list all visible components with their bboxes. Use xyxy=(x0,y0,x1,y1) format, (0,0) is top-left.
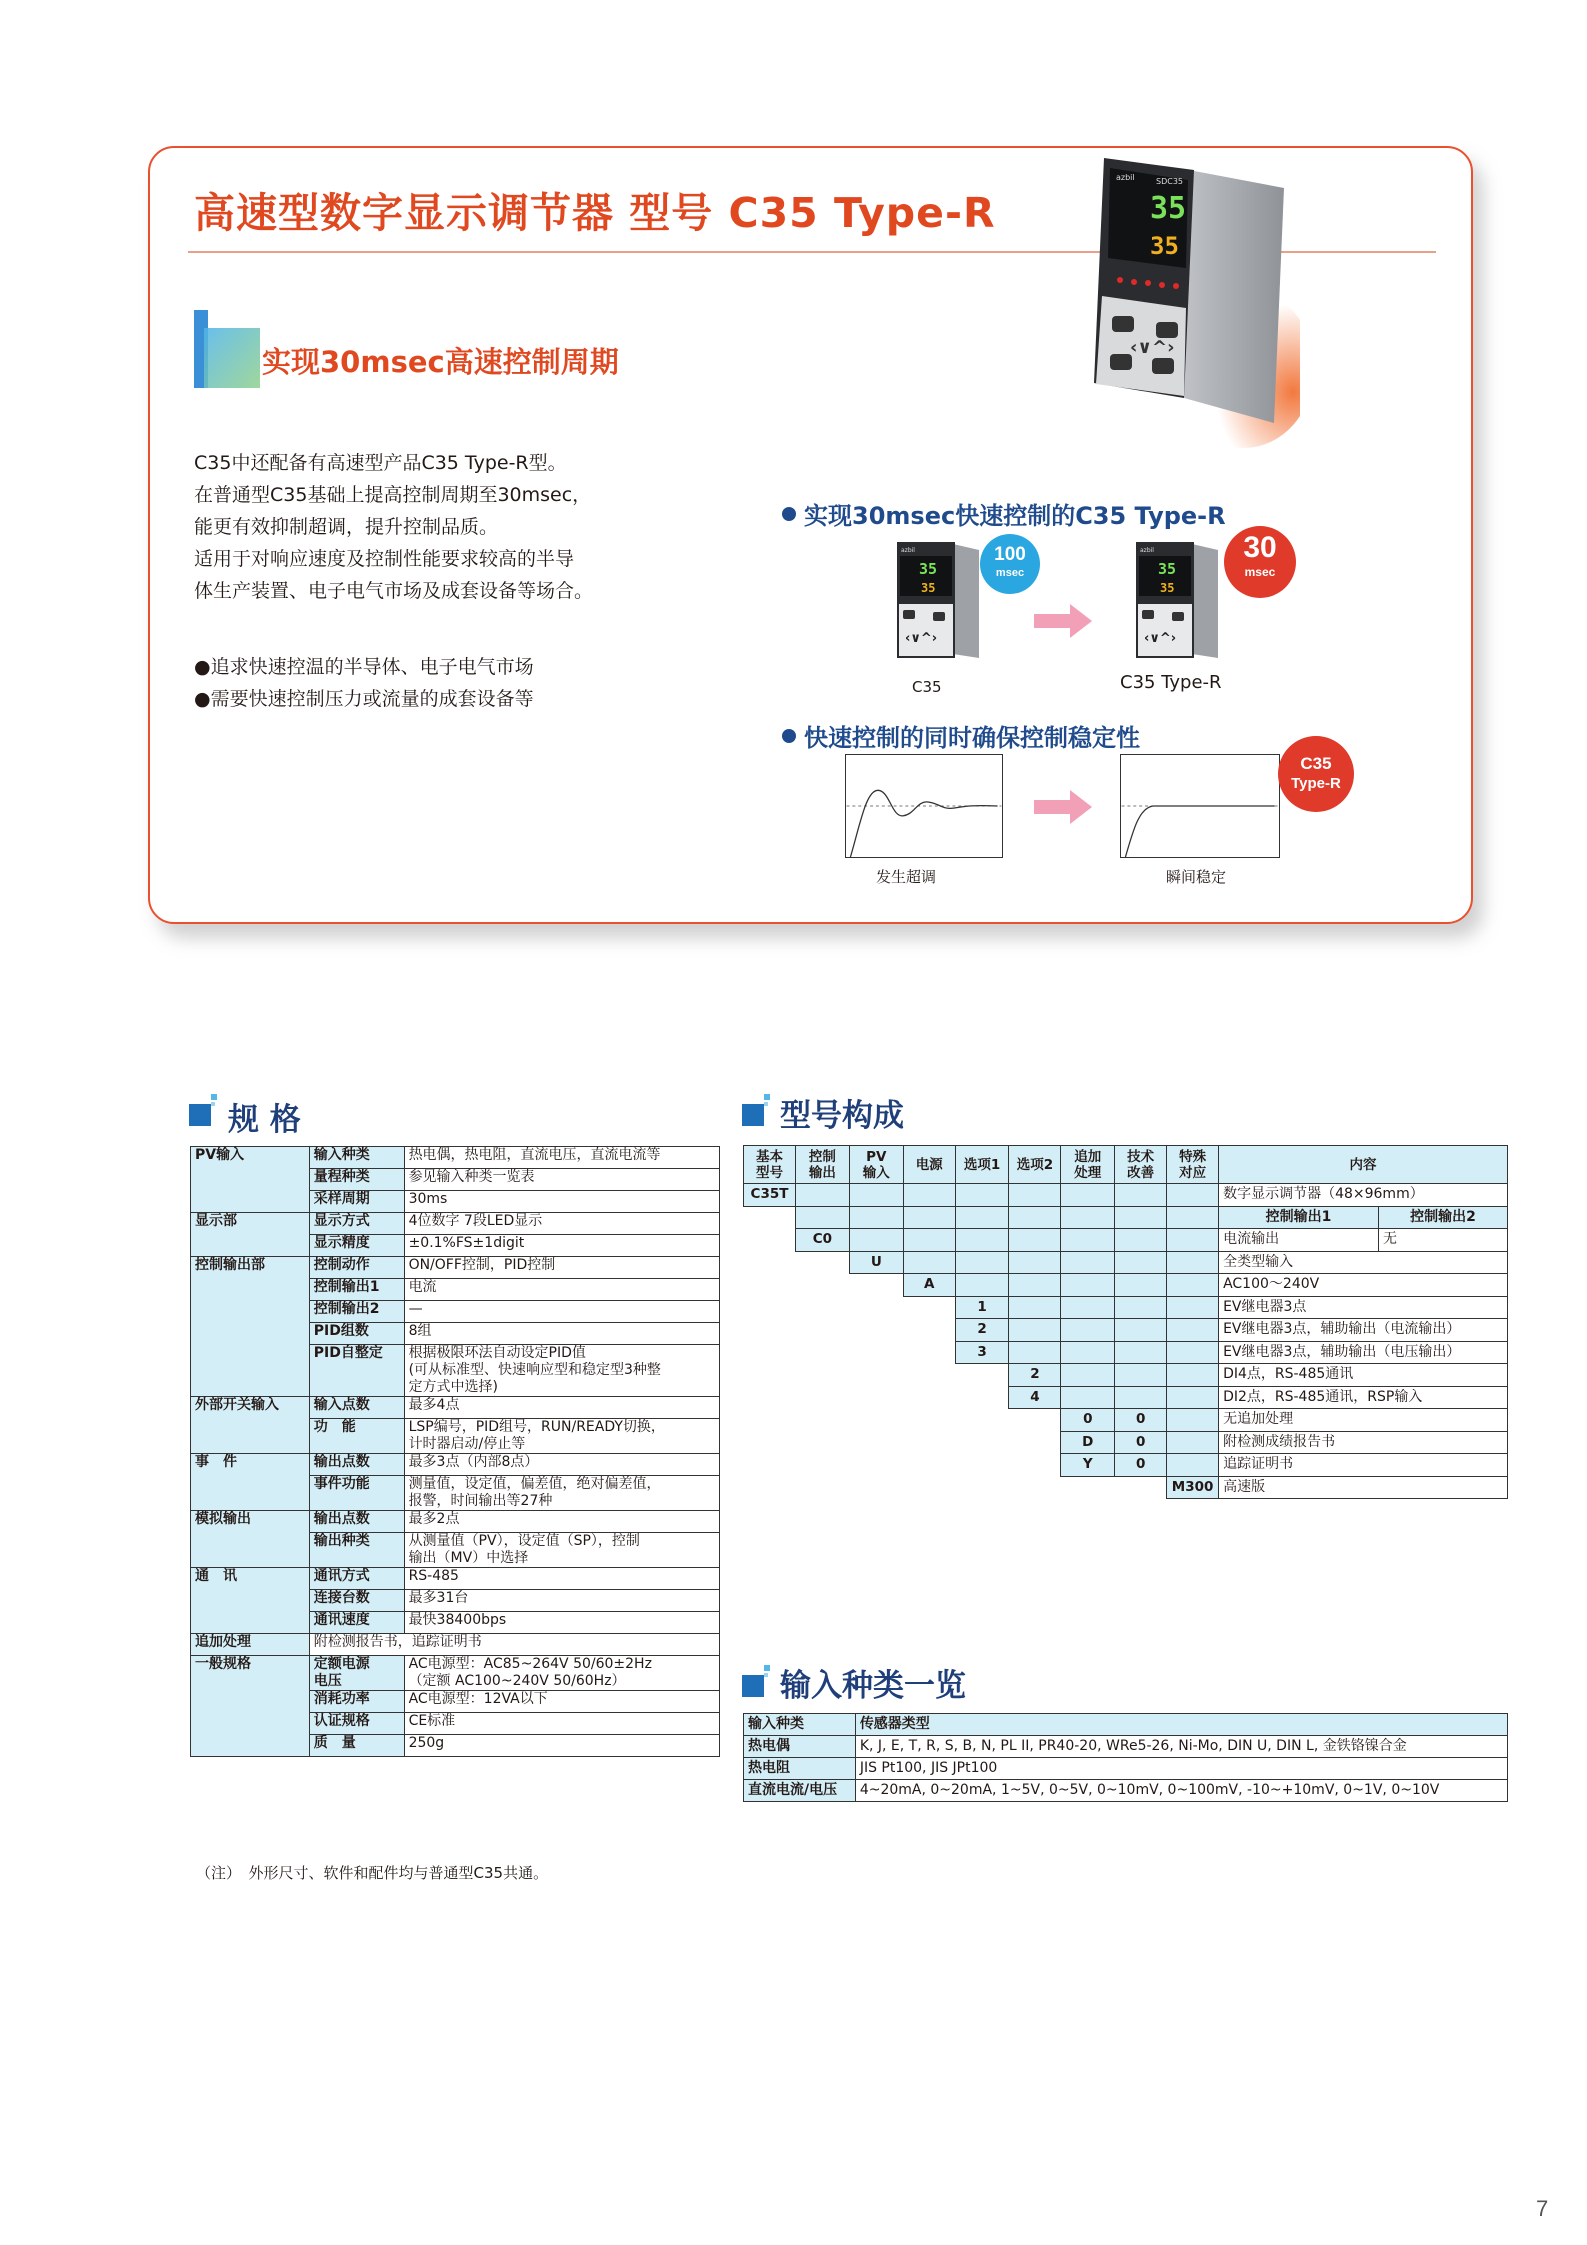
sensor-type: JIS Pt100, JIS JPt100 xyxy=(855,1758,1507,1780)
spec-item: PID自整定 xyxy=(309,1345,404,1397)
spec-row xyxy=(191,1476,720,1511)
spec-item: 事件功能 xyxy=(309,1476,404,1511)
c35-type-r-cycle-badge: 30 msec xyxy=(1224,526,1296,598)
arrow-right-icon xyxy=(1034,604,1092,638)
spec-row xyxy=(191,1735,720,1757)
code-extra: D xyxy=(1061,1431,1115,1454)
bullet-item: ●追求快速控温的半导体、电子电气市场 xyxy=(194,656,534,678)
footnote: （注） 外形尺寸、软件和配件均与普通型C35共通。 xyxy=(196,1864,549,1882)
code-extra: 0 xyxy=(1061,1409,1115,1432)
code-desc: DI2点，RS-485通讯，RSP输入 xyxy=(1219,1386,1508,1409)
spec-category xyxy=(191,1169,310,1191)
product-sv-display: 35 xyxy=(1150,232,1179,260)
header-content: 内容 xyxy=(1219,1146,1508,1184)
bullet-dot-icon xyxy=(782,729,796,743)
spec-value: AC电源型：12VA以下 xyxy=(404,1691,719,1713)
spec-row xyxy=(191,1713,720,1735)
spec-category xyxy=(191,1590,310,1612)
spec-item: 输入种类 xyxy=(309,1147,404,1169)
svg-text:azbil: azbil xyxy=(1140,547,1154,554)
spec-value: 250g xyxy=(404,1735,719,1757)
code-desc: 附检测成绩报告书 xyxy=(1219,1431,1508,1454)
code-desc: 数字显示调节器（48×96mm） xyxy=(1219,1184,1508,1207)
spec-item: 定额电源 电压 xyxy=(309,1656,404,1691)
spec-item: 输出点数 xyxy=(309,1511,404,1533)
spec-value: 热电偶，热电阻，直流电压，直流电流等 xyxy=(404,1147,719,1169)
spec-item: 附检测报告书，追踪证明书 xyxy=(309,1634,719,1656)
spec-row xyxy=(191,1419,720,1454)
code-power: A xyxy=(903,1274,955,1297)
specs-heading: 规 格 xyxy=(228,1102,301,1138)
code-desc: 全类型输入 xyxy=(1219,1251,1508,1274)
spec-category: 追加处理 xyxy=(191,1634,310,1656)
spec-row xyxy=(191,1590,720,1612)
spec-item: 输出种类 xyxy=(309,1533,404,1568)
spec-item: 通讯速度 xyxy=(309,1612,404,1634)
code-desc: 无追加处理 xyxy=(1219,1409,1508,1432)
spec-value: 最多2点 xyxy=(404,1511,719,1533)
spec-value: RS-485 xyxy=(404,1568,719,1590)
spec-category xyxy=(191,1612,310,1634)
spec-item: 功 能 xyxy=(309,1419,404,1454)
sensor-type: 4~20mA, 0~20mA, 1~5V, 0~5V, 0~10mV, 0~100mV, -10~+10mV, 0~1V, 0~10V xyxy=(855,1780,1507,1802)
stable-graph xyxy=(1120,754,1280,858)
intro-line: 适用于对响应速度及控制性能要求较高的半导 xyxy=(194,548,575,570)
code-opt1: 2 xyxy=(955,1319,1009,1342)
spec-row xyxy=(191,1454,720,1476)
spec-category xyxy=(191,1476,310,1511)
code-opt2: 4 xyxy=(1009,1386,1061,1409)
section-heading-icon xyxy=(189,1094,221,1126)
model-heading: 型号构成 xyxy=(780,1098,904,1134)
spec-category: 通 讯 xyxy=(191,1568,310,1590)
compare-heading: 实现30msec快速控制的C35 Type-R xyxy=(782,496,1226,531)
intro-line: 体生产装置、电子电气市场及成套设备等场合。 xyxy=(194,580,594,602)
bullet-dot-icon xyxy=(782,507,796,521)
input-type: 直流电流/电压 xyxy=(744,1780,856,1802)
svg-text:‹∨^›: ‹∨^› xyxy=(1130,337,1175,358)
spec-row xyxy=(191,1235,720,1257)
spec-category xyxy=(191,1691,310,1713)
feature-heading-icon xyxy=(194,310,260,388)
code-tech: 0 xyxy=(1115,1409,1167,1432)
code-tech: 0 xyxy=(1115,1431,1167,1454)
header-base: 基本 型号 xyxy=(744,1146,796,1184)
sensor-type: K, J, E, T, R, S, B, N, PL II, PR40-20, WRe5-26, Ni-Mo, DIN U, DIN L, 金铁铬镍合金 xyxy=(855,1736,1507,1758)
application-bullets xyxy=(194,651,534,715)
code-desc: AC100～240V xyxy=(1219,1274,1508,1297)
spec-category xyxy=(191,1301,310,1323)
header-ctrl-output: 控制 输出 xyxy=(795,1146,849,1184)
spec-row xyxy=(191,1533,720,1568)
spec-value: 8组 xyxy=(404,1323,719,1345)
type-r-badge: C35 Type-R xyxy=(1278,736,1354,812)
code-ctrl: C0 xyxy=(795,1229,849,1252)
spec-row xyxy=(191,1213,720,1235)
input-types-table xyxy=(743,1713,1508,1802)
spec-item: 显示精度 xyxy=(309,1235,404,1257)
spec-row xyxy=(191,1257,720,1279)
spec-value: 最多4点 xyxy=(404,1397,719,1419)
section-heading-icon xyxy=(742,1094,774,1126)
spec-row xyxy=(191,1323,720,1345)
c35-device-icon xyxy=(895,538,981,660)
page-number: 7 xyxy=(1536,2196,1549,2221)
spec-category: 模拟输出 xyxy=(191,1511,310,1533)
code-desc: 高速版 xyxy=(1219,1476,1508,1499)
spec-category xyxy=(191,1345,310,1397)
spec-table xyxy=(190,1146,720,1757)
spec-row xyxy=(191,1612,720,1634)
product-model: SDC35 xyxy=(1156,177,1184,186)
spec-item: 控制输出2 xyxy=(309,1301,404,1323)
section-heading-icon xyxy=(742,1665,774,1697)
code-desc: DI4点，RS-485通讯 xyxy=(1219,1364,1508,1387)
overshoot-graph xyxy=(845,754,1003,858)
header-extra: 追加 处理 xyxy=(1061,1146,1115,1184)
code-desc: EV继电器3点，辅助输出（电压输出） xyxy=(1219,1341,1508,1364)
spec-row xyxy=(191,1634,720,1656)
spec-item: 通讯方式 xyxy=(309,1568,404,1590)
spec-value: 根据极限环法自动设定PID值 (可从标准型、快速响应型和稳定型3种整 定方式中选择) xyxy=(404,1345,719,1397)
page-title: 高速型数字显示调节器 型号 C35 Type-R xyxy=(194,189,996,237)
code-desc: 追踪证明书 xyxy=(1219,1454,1508,1477)
code-base: C35T xyxy=(744,1184,796,1207)
spec-item: 消耗功率 xyxy=(309,1691,404,1713)
spec-item: 输入点数 xyxy=(309,1397,404,1419)
spec-category: 外部开关输入 xyxy=(191,1397,310,1419)
spec-item: 控制输出1 xyxy=(309,1279,404,1301)
spec-value: CE标准 xyxy=(404,1713,719,1735)
spec-value: 最多3点（内部8点） xyxy=(404,1454,719,1476)
spec-value: ON/OFF控制，PID控制 xyxy=(404,1257,719,1279)
spec-category xyxy=(191,1713,310,1735)
spec-value: 参见输入种类一览表 xyxy=(404,1169,719,1191)
spec-row xyxy=(191,1691,720,1713)
input-type-header: 输入种类 xyxy=(744,1714,856,1736)
spec-category xyxy=(191,1279,310,1301)
svg-text:‹∨^›: ‹∨^› xyxy=(905,631,938,646)
spec-category: 显示部 xyxy=(191,1213,310,1235)
code-special: M300 xyxy=(1167,1476,1219,1499)
spec-item: 认证规格 xyxy=(309,1713,404,1735)
header-option1: 选项1 xyxy=(955,1146,1009,1184)
sensor-type-header: 传感器类型 xyxy=(855,1714,1507,1736)
code-pv: U xyxy=(849,1251,903,1274)
spec-value: LSP编号，PID组号，RUN/READY切换， 计时器启动/停止等 xyxy=(404,1419,719,1454)
spec-row xyxy=(191,1656,720,1691)
product-brand: azbil xyxy=(1116,173,1135,182)
arrow-right-icon xyxy=(1034,790,1092,824)
spec-item: 采样周期 xyxy=(309,1191,404,1213)
bullet-item: ●需要快速控制压力或流量的成套设备等 xyxy=(194,688,534,710)
intro-text xyxy=(194,447,593,607)
spec-value: 最快38400bps xyxy=(404,1612,719,1634)
stability-heading: 快速控制的同时确保控制稳定性 xyxy=(782,718,1140,753)
spec-row xyxy=(191,1511,720,1533)
spec-value: 30ms xyxy=(404,1191,719,1213)
model-code-table xyxy=(743,1145,1508,1499)
spec-category xyxy=(191,1191,310,1213)
spec-category: PV输入 xyxy=(191,1147,310,1169)
spec-category xyxy=(191,1533,310,1568)
header-pv-input: PV 输入 xyxy=(849,1146,903,1184)
spec-row xyxy=(191,1397,720,1419)
spec-item: 控制动作 xyxy=(309,1257,404,1279)
code-opt1: 1 xyxy=(955,1296,1009,1319)
spec-value: — xyxy=(404,1301,719,1323)
spec-category: 控制输出部 xyxy=(191,1257,310,1279)
spec-value: 从测量值（PV），设定值（SP），控制 输出（MV）中选择 xyxy=(404,1533,719,1568)
code-desc: EV继电器3点，辅助输出（电流输出） xyxy=(1219,1319,1508,1342)
spec-item: 量程种类 xyxy=(309,1169,404,1191)
code-tech: 0 xyxy=(1115,1454,1167,1477)
header-option2: 选项2 xyxy=(1009,1146,1061,1184)
spec-row xyxy=(191,1345,720,1397)
spec-category xyxy=(191,1419,310,1454)
c35-device-label: C35 xyxy=(912,678,942,696)
spec-row xyxy=(191,1191,720,1213)
svg-text:35: 35 xyxy=(1160,581,1175,595)
c35-type-r-device-icon xyxy=(1134,538,1220,660)
ctrl-out1-label: 控制输出1 xyxy=(1219,1206,1379,1229)
spec-row xyxy=(191,1279,720,1301)
spec-item: 连接台数 xyxy=(309,1590,404,1612)
svg-text:‹∨^›: ‹∨^› xyxy=(1144,631,1177,646)
spec-item: 质 量 xyxy=(309,1735,404,1757)
input-type: 热电偶 xyxy=(744,1736,856,1758)
svg-text:35: 35 xyxy=(1158,560,1177,578)
spec-value: ±0.1%FS±1digit xyxy=(404,1235,719,1257)
code-opt1: 3 xyxy=(955,1341,1009,1364)
intro-line: 能更有效抑制超调，提升控制品质。 xyxy=(194,516,499,538)
svg-text:azbil: azbil xyxy=(901,547,915,554)
c35-cycle-badge: 100 msec xyxy=(980,534,1040,594)
spec-category xyxy=(191,1735,310,1757)
overshoot-label: 发生超调 xyxy=(876,868,937,886)
c35-type-r-device-label: C35 Type-R xyxy=(1120,672,1222,693)
spec-item: PID组数 xyxy=(309,1323,404,1345)
svg-text:35: 35 xyxy=(919,560,938,578)
spec-value: 4位数字 7段LED显示 xyxy=(404,1213,719,1235)
feature-heading: 实现30msec高速控制周期 xyxy=(262,345,619,379)
code-opt2: 2 xyxy=(1009,1364,1061,1387)
spec-value: 电流 xyxy=(404,1279,719,1301)
spec-row xyxy=(191,1301,720,1323)
spec-value: 最多31台 xyxy=(404,1590,719,1612)
spec-row xyxy=(191,1147,720,1169)
product-pv-display: 35 xyxy=(1150,191,1187,226)
header-power: 电源 xyxy=(903,1146,955,1184)
spec-item: 输出点数 xyxy=(309,1454,404,1476)
svg-text:35: 35 xyxy=(921,581,936,595)
code-extra: Y xyxy=(1061,1454,1115,1477)
spec-value: AC电源型：AC85~264V 50/60±2Hz （定额 AC100~240V 50/60Hz） xyxy=(404,1656,719,1691)
spec-row xyxy=(191,1568,720,1590)
spec-value: 测量值，设定值，偏差值，绝对偏差值， 报警，时间输出等27种 xyxy=(404,1476,719,1511)
input-types-heading: 输入种类一览 xyxy=(780,1668,966,1704)
header-special: 特殊 对应 xyxy=(1167,1146,1219,1184)
controller-product-image xyxy=(1064,158,1300,448)
spec-row xyxy=(191,1169,720,1191)
ctrl-out2-label: 控制输出2 xyxy=(1378,1206,1507,1229)
input-type: 热电阻 xyxy=(744,1758,856,1780)
intro-line: 在普通型C35基础上提高控制周期至30msec， xyxy=(194,484,592,506)
code-desc: 无 xyxy=(1378,1229,1507,1252)
code-desc: EV继电器3点 xyxy=(1219,1296,1508,1319)
stable-label: 瞬间稳定 xyxy=(1166,868,1227,886)
code-desc: 电流输出 xyxy=(1219,1229,1379,1252)
spec-category: 一般规格 xyxy=(191,1656,310,1691)
spec-category xyxy=(191,1323,310,1345)
intro-line: C35中还配备有高速型产品C35 Type-R型。 xyxy=(194,452,567,474)
header-tech: 技术 改善 xyxy=(1115,1146,1167,1184)
spec-category xyxy=(191,1235,310,1257)
spec-category: 事 件 xyxy=(191,1454,310,1476)
spec-item: 显示方式 xyxy=(309,1213,404,1235)
